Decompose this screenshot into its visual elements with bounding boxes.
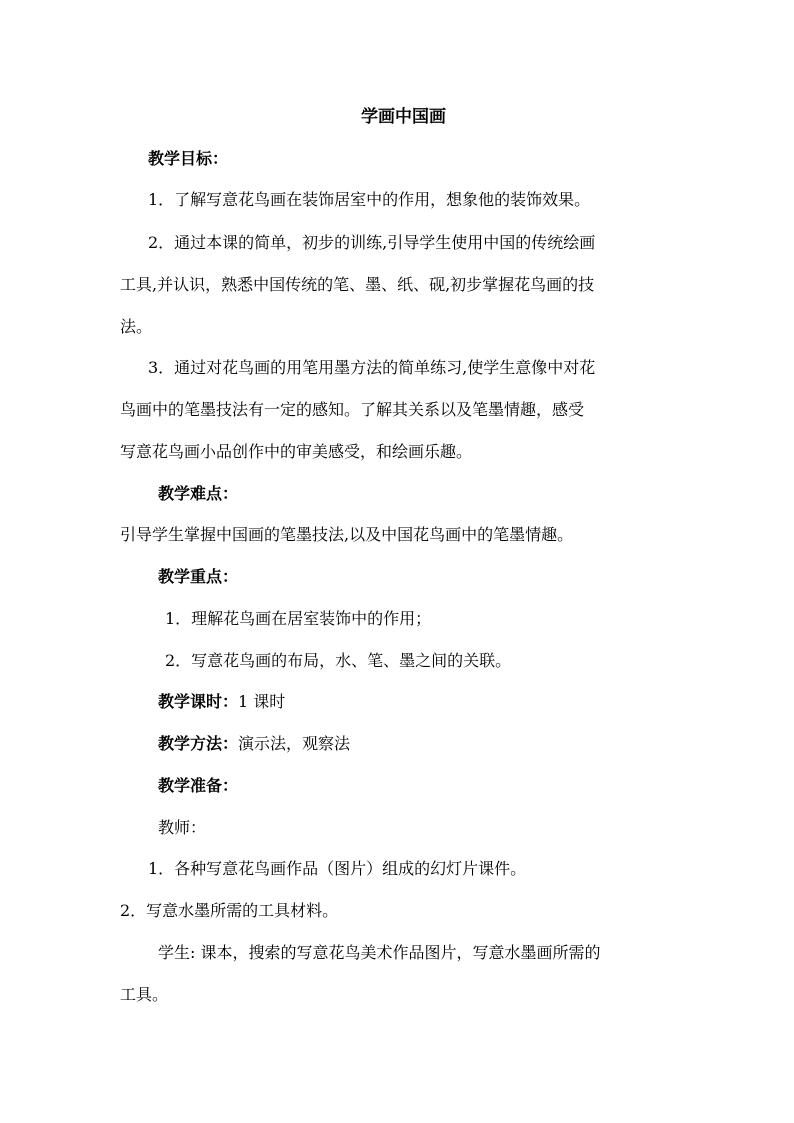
methods-row (158, 733, 350, 755)
difficulty-text: 引导学生掌握中国画的笔墨技法,以及中国花鸟画中的笔墨情趣。 (120, 525, 574, 544)
difficulty-heading: 教学难点： (158, 484, 239, 503)
objective-1: 1．了解写意花鸟画在装饰居室中的作用，想象他的装饰效果。 (148, 190, 591, 209)
objective-3-line-3: 写意花鸟画小品创作中的审美感受，和绘画乐趣。 (120, 442, 473, 461)
key-points-heading: 教学重点： (158, 567, 239, 586)
student-line-1: 学生: 课本，搜索的写意花鸟美术作品图片，写意水墨画所需的 (158, 943, 601, 962)
teacher-label: 教师： (158, 818, 207, 837)
key-point-1: 1．理解花鸟画在居室装饰中的作用； (165, 609, 432, 628)
teacher-item-1: 1．各种写意花鸟画作品（图片）组成的幻灯片课件。 (148, 859, 527, 878)
objective-2-line-3: 法。 (120, 317, 153, 336)
methods-value: 演示法，观察法 (238, 734, 351, 753)
hours-value: 1 课时 (238, 692, 286, 711)
preparation-heading: 教学准备： (158, 776, 239, 795)
objectives-heading: 教学目标： (148, 149, 229, 168)
page-title: 学画中国画 (361, 107, 446, 127)
teacher-item-2: 2．写意水墨所需的工具材料。 (120, 901, 339, 920)
hours-label: 教学课时： (158, 692, 239, 711)
student-line-2: 工具。 (120, 985, 169, 1004)
key-point-2: 2．写意花鸟画的布局，水、笔、墨之间的关联。 (165, 651, 512, 670)
objective-2-line-2: 工具,并认识，熟悉中国传统的笔、墨、纸、砚,初步掌握花鸟画的技 (120, 275, 595, 294)
hours-row (158, 691, 285, 713)
methods-label: 教学方法： (158, 734, 239, 753)
objective-3-line-1: 3．通过对花鸟画的用笔用墨方法的简单练习,使学生意像中对花 (148, 358, 596, 377)
objective-3-line-2: 鸟画中的笔墨技法有一定的感知。了解其关系以及笔墨情趣，感受 (120, 400, 585, 419)
objective-2-line-1: 2．通过本课的简单，初步的训练,引导学生使用中国的传统绘画 (148, 233, 596, 252)
